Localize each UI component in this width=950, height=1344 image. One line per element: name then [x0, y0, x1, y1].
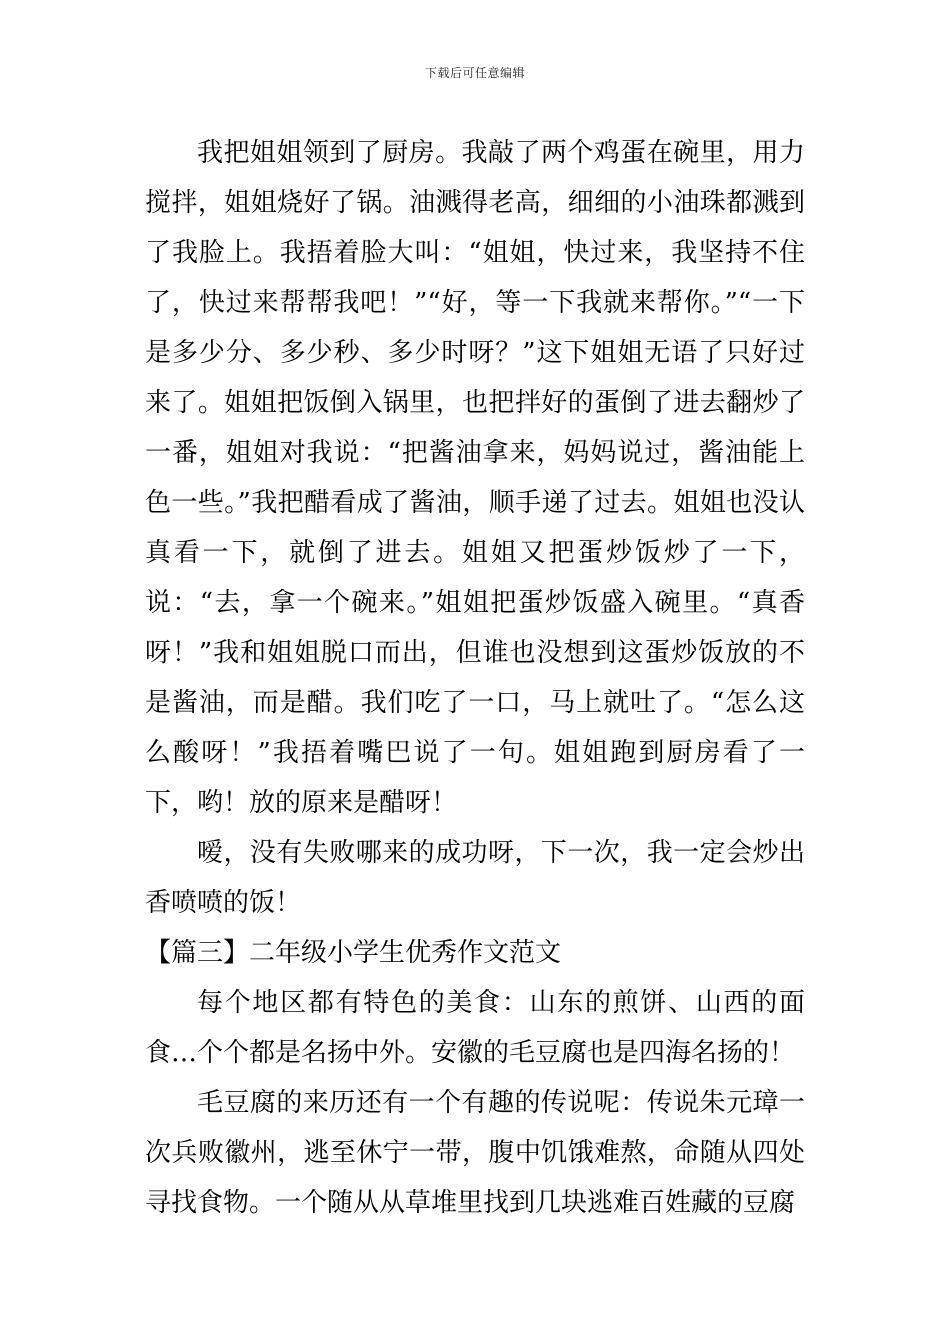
page-header: 下载后可任意编辑: [424, 66, 525, 80]
paragraph: 嗳，没有失败哪来的成功呀，下一次，我一定会炒出香喷喷的饭！: [145, 838, 805, 918]
paragraph: 每个地区都有特色的美食：山东的煎饼、山西的面食…个个都是名扬中外。安徽的毛豆腐也是四海名扬的！: [145, 988, 805, 1068]
paragraph: 毛豆腐的来历还有一个有趣的传说呢：传说朱元璋一次兵败徽州，逃至休宁一带，腹中饥饿难熬，命随从四处寻找食物。一个随从从草堆里找到几块逃难百姓藏的豆腐: [145, 1088, 805, 1218]
paragraph: 我把姐姐领到了厨房。我敲了两个鸡蛋在碗里，用力搅拌，姐姐烧好了锅。油溅得老高，细细的小油珠都溅到了我脸上。我捂着脸大叫：“姐姐，快过来，我坚持不住了，快过来帮帮我吧！”“好，等一下我就来帮你。”“一下是多少分、多少秒、多少时呀？”这下姐姐无语了只好过来了。姐姐把饭倒入锅里，也把拌好的蛋倒了进去翻炒了一番，姐姐对我说：“把酱油拿来，妈妈说过，酱油能上色一些。”我把醋看成了酱油，顺手递了过去。姐姐也没认真看一下，就倒了进去。姐姐又把蛋炒饭炒了一下，说：“去，拿一个碗来。”姐姐把蛋炒饭盛入碗里。“真香呀！”我和姐姐脱口而出，但谁也没想到这蛋炒饭放的不是酱油，而是醋。我们吃了一口，马上就吐了。“怎么这么酸呀！”我捂着嘴巴说了一句。姐姐跑到厨房看了一下，哟！放的原来是醋呀！: [145, 138, 805, 818]
document-body: [145, 128, 805, 1228]
section-title: 【篇三】二年级小学生优秀作文范文: [145, 938, 562, 968]
